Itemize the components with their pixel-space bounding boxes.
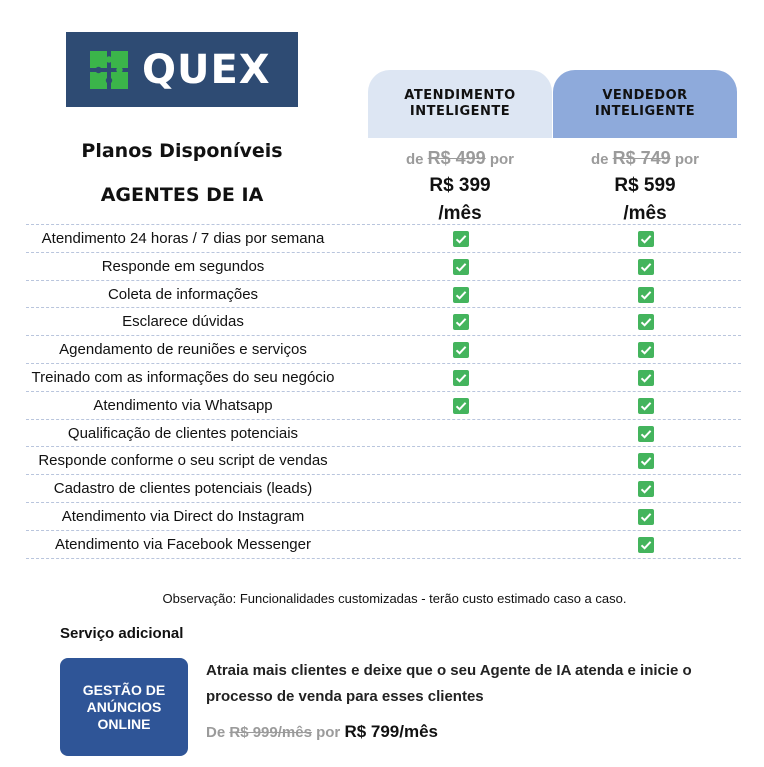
checkmark-icon (638, 342, 654, 358)
feature-label: Atendimento via Whatsapp (93, 396, 273, 414)
price-joiner: por (489, 151, 515, 168)
table-row (26, 308, 741, 336)
checkmark-icon (453, 231, 469, 247)
table-row (26, 281, 741, 309)
addon-price-joiner: por (316, 724, 341, 741)
checkmark-icon (638, 370, 654, 386)
addon-old-price: R$ 999/mês (229, 724, 312, 741)
plan-a-old-price (368, 148, 552, 169)
feature-label: Atendimento via Direct do Instagram (61, 507, 305, 525)
table-row (26, 336, 741, 364)
plan-tab-atendimento[interactable]: ATENDIMENTO INTELIGENTE (368, 70, 552, 138)
feature-label: Agendamento de reuniões e serviços (59, 341, 307, 359)
checkmark-icon (453, 314, 469, 330)
page-subtitle: AGENTES DE IA (100, 184, 264, 206)
table-row (26, 531, 741, 559)
feature-label: Responde em segundos (101, 257, 265, 275)
checkmark-icon (453, 342, 469, 358)
addon-heading: Serviço adicional (60, 625, 184, 642)
checkmark-icon (453, 259, 469, 275)
feature-label: Esclarece dúvidas (122, 313, 244, 331)
page-title: Planos Disponíveis (81, 140, 283, 162)
table-row (26, 392, 741, 420)
checkmark-icon (638, 398, 654, 414)
feature-label: Qualificação de clientes potenciais (67, 424, 299, 442)
checkmark-icon (638, 426, 654, 442)
table-row (26, 253, 741, 281)
checkmark-icon (638, 314, 654, 330)
feature-label: Atendimento via Facebook Messenger (55, 535, 311, 553)
checkmark-icon (638, 259, 654, 275)
checkmark-icon (638, 231, 654, 247)
feature-label: Coleta de informações (107, 285, 259, 303)
plan-b-old-price (553, 148, 737, 169)
price-prefix: de (405, 151, 424, 168)
price-joiner: por (674, 151, 700, 168)
plan-a-price: R$ 399 /mês (429, 175, 491, 224)
plan-tab-vendedor[interactable]: VENDEDOR INTELIGENTE (553, 70, 737, 138)
feature-label: Treinado com as informações do seu negócio (31, 368, 335, 386)
checkmark-icon (638, 481, 654, 497)
checkmark-icon (453, 370, 469, 386)
price-prefix: de (590, 151, 609, 168)
checkmark-icon (453, 398, 469, 414)
feature-label: Atendimento 24 horas / 7 dias por semana (41, 230, 325, 247)
addon-price (206, 722, 438, 742)
customization-note: Observação: Funcionalidades customizadas - terão custo estimado caso a caso. (162, 591, 627, 606)
brand-name: QUEX (142, 46, 271, 93)
feature-comparison-table (26, 224, 741, 559)
checkmark-icon (638, 509, 654, 525)
table-row (26, 503, 741, 531)
old-price-value: R$ 749 (612, 148, 671, 168)
addon-new-price: R$ 799/mês (344, 722, 439, 741)
checkmark-icon (638, 453, 654, 469)
table-row (26, 447, 741, 475)
addon-description: Atraia mais clientes e deixe que o seu Agente de IA atenda e inicie o processo de venda para esses clientes (206, 662, 692, 705)
puzzle-logo-icon (88, 49, 130, 91)
checkmark-icon (453, 287, 469, 303)
table-row (26, 225, 741, 253)
plan-b-price: R$ 599 /mês (614, 175, 676, 224)
feature-label: Cadastro de clientes potenciais (leads) (53, 480, 313, 498)
quex-logo (66, 32, 298, 107)
feature-label: Responde conforme o seu script de vendas (38, 452, 328, 470)
addon-price-prefix: De (206, 724, 226, 741)
checkmark-icon (638, 537, 654, 553)
old-price-value: R$ 499 (427, 148, 486, 168)
table-row (26, 364, 741, 392)
table-row (26, 420, 741, 448)
checkmark-icon (638, 287, 654, 303)
table-row (26, 475, 741, 503)
addon-badge-button[interactable]: GESTÃO DE ANÚNCIOS ONLINE (60, 658, 188, 756)
